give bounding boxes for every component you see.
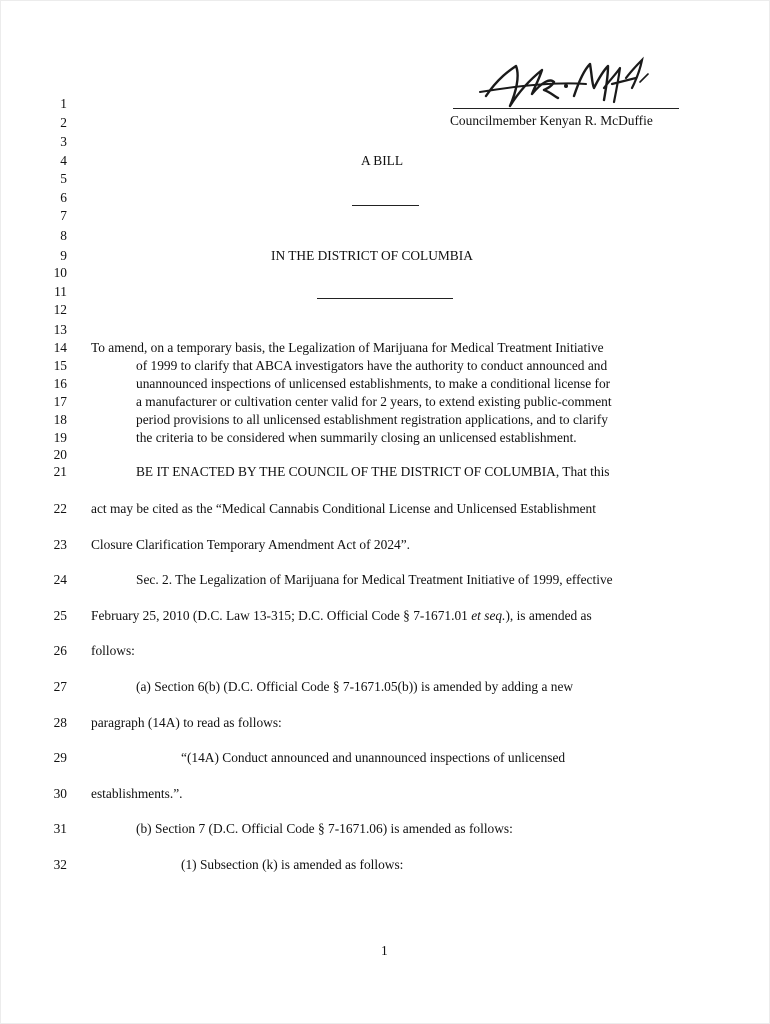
line-number: 28: [53, 715, 67, 730]
signer-name: Councilmember Kenyan R. McDuffie: [450, 113, 653, 128]
body-line: [91, 609, 592, 622]
bill-number-blank: [352, 205, 419, 206]
line-number: 19: [53, 430, 67, 445]
line-number: 3: [60, 134, 67, 149]
line-number: 26: [53, 643, 67, 658]
line-number: 10: [53, 265, 67, 280]
long-title-line: To amend, on a temporary basis, the Legalization of Marijuana for Medical Treatment Initiative: [91, 340, 604, 355]
line-number: 22: [53, 501, 67, 516]
long-title-line: a manufacturer or cultivation center valid for 2 years, to extend existing public-comment: [136, 394, 612, 409]
section-2-heading-line: Sec. 2. The Legalization of Marijuana for Medical Treatment Initiative of 1999, effective: [136, 572, 613, 587]
line-number: 25: [53, 608, 67, 623]
handwritten-signature: [476, 48, 652, 112]
line-number: 6: [60, 190, 67, 205]
line-number: 2: [60, 115, 67, 130]
line-number: 11: [54, 284, 67, 299]
line-number: 24: [53, 572, 67, 587]
bill-title: A BILL: [361, 153, 404, 168]
line-number: 29: [53, 750, 67, 765]
body-line: act may be cited as the “Medical Cannabis Conditional License and Unlicensed Establishment: [91, 501, 596, 516]
line-number: 20: [53, 447, 67, 462]
body-line: establishments.”.: [91, 786, 183, 801]
enacting-clause: BE IT ENACTED BY THE COUNCIL OF THE DISTRICT OF COLUMBIA, That this: [136, 464, 610, 479]
line-number: 30: [53, 786, 67, 801]
line-number: 15: [53, 358, 67, 373]
line-number: 31: [53, 821, 67, 836]
body-line: Closure Clarification Temporary Amendment Act of 2024”.: [91, 537, 410, 552]
line-number: 27: [53, 679, 67, 694]
line-number: 12: [53, 302, 67, 317]
subsection-b-line: (b) Section 7 (D.C. Official Code § 7-1671.06) is amended as follows:: [136, 821, 513, 836]
body-line-text: February 25, 2010 (D.C. Law 13-315; D.C. Official Code § 7-1671.01: [91, 608, 472, 623]
subsection-a-line: (a) Section 6(b) (D.C. Official Code § 7-1671.05(b)) is amended by adding a new: [136, 679, 574, 694]
long-title-line: the criteria to be considered when summarily closing an unlicensed establishment.: [136, 430, 577, 445]
bill-date-blank: [317, 298, 453, 299]
long-title-line: unannounced inspections of unlicensed establishments, to make a conditional license for: [136, 376, 611, 391]
line-number: 1: [60, 96, 67, 111]
paragraph-1-line: (1) Subsection (k) is amended as follows:: [181, 857, 404, 872]
line-number: 5: [60, 171, 67, 186]
line-number: 13: [53, 322, 67, 337]
line-number: 23: [53, 537, 67, 552]
body-line: follows:: [91, 643, 135, 658]
line-number: 17: [53, 394, 67, 409]
long-title-line: period provisions to all unlicensed establishment registration applications, and to clarify: [136, 412, 608, 427]
italic-citation: et seq.: [471, 608, 506, 623]
line-number: 8: [60, 228, 67, 243]
body-line-text: ), is amended as: [505, 608, 592, 623]
jurisdiction-heading: IN THE DISTRICT OF COLUMBIA: [271, 248, 473, 263]
line-number: 14: [53, 340, 67, 355]
line-number: 9: [60, 248, 67, 263]
line-number: 18: [53, 412, 67, 427]
body-line: paragraph (14A) to read as follows:: [91, 715, 282, 730]
line-number: 16: [53, 376, 67, 391]
long-title-line: of 1999 to clarify that ABCA investigators have the authority to conduct announced and: [136, 358, 608, 373]
paragraph-14a-line: “(14A) Conduct announced and unannounced inspections of unlicensed: [181, 750, 566, 765]
line-number: 4: [60, 153, 67, 168]
signature-line: [453, 108, 679, 109]
line-number: 21: [53, 464, 67, 479]
line-number: 32: [53, 857, 67, 872]
page-number: 1: [381, 943, 388, 958]
line-number: 7: [60, 208, 67, 223]
